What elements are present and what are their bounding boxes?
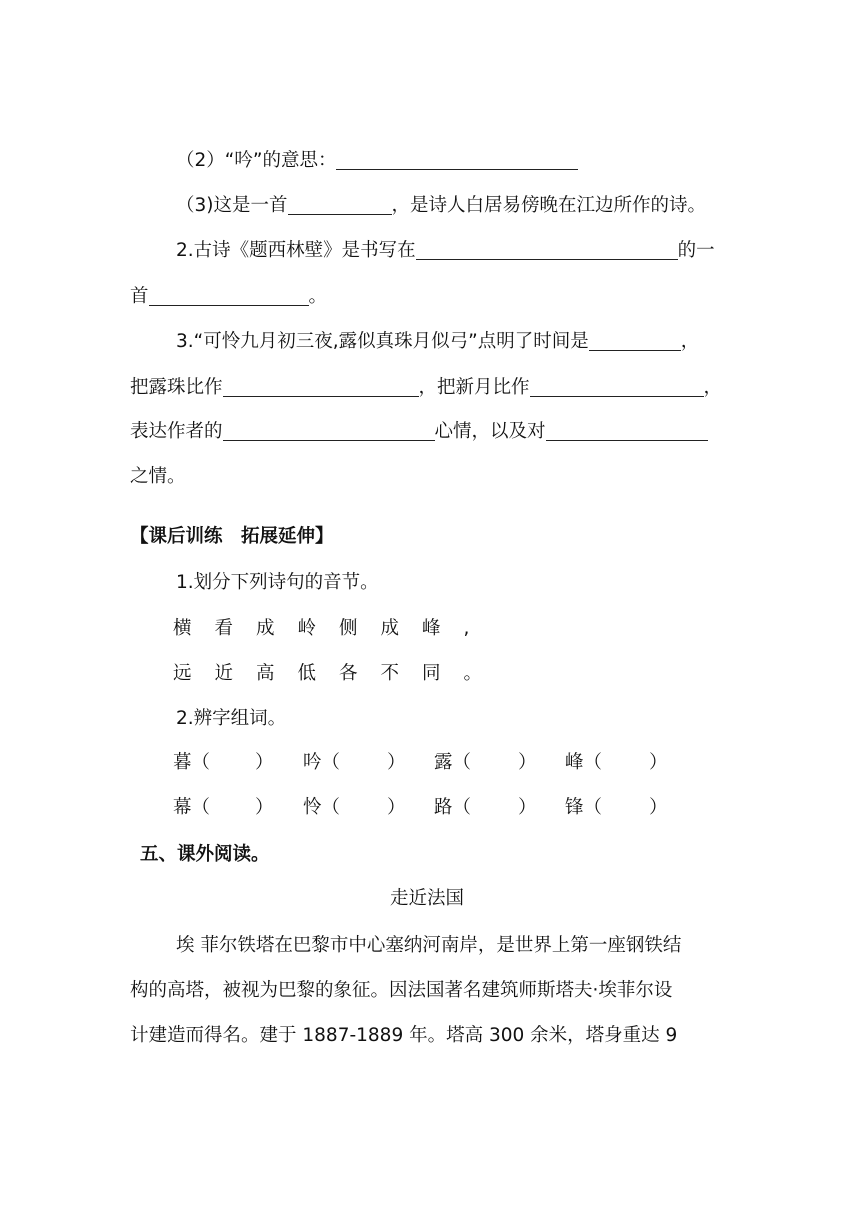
poem-line-1: 横看成岭侧成峰, bbox=[173, 618, 493, 639]
answer-blank[interactable] bbox=[149, 285, 309, 306]
item-2-text: 2.古诗《题西林壁》是书写在 bbox=[176, 240, 416, 261]
reading-title: 走近法国 bbox=[390, 888, 465, 909]
item-3-text-d: 表达作者的 bbox=[130, 421, 223, 442]
section-heading-training: 【课后训练 拓展延伸】 bbox=[130, 526, 334, 547]
reading-paragraph-line-1: 埃 菲尔铁塔在巴黎市中心塞纳河南岸，是世界上第一座钢铁结 bbox=[176, 935, 682, 956]
word-close-paren: ） bbox=[649, 752, 668, 773]
item-3-line-3 bbox=[130, 419, 708, 445]
answer-blank[interactable] bbox=[288, 194, 392, 215]
item-3-text-e: 心情，以及对 bbox=[434, 421, 546, 442]
answer-blank[interactable] bbox=[223, 420, 435, 441]
answer-blank[interactable] bbox=[546, 420, 708, 441]
reading-paragraph-line-2: 构的高塔，被视为巴黎的象征。因法国著名建筑师斯塔夫·埃菲尔设 bbox=[130, 980, 673, 1001]
word-close-paren: ） bbox=[255, 752, 274, 773]
item-3-suffix: ， bbox=[680, 331, 700, 352]
word-char-lu: 露（ bbox=[434, 752, 472, 773]
answer-blank[interactable] bbox=[336, 149, 578, 170]
item-3-text-b: ，把新月比作 bbox=[418, 377, 530, 398]
word-close-paren: ） bbox=[387, 752, 406, 773]
word-char-lian: 怜（ bbox=[303, 797, 341, 818]
question-3-suffix: ，是诗人白居易傍晚在江边所作的诗。 bbox=[391, 195, 707, 216]
item-3-text-c: ， bbox=[703, 377, 723, 398]
answer-blank[interactable] bbox=[589, 330, 681, 351]
question-2-line bbox=[176, 148, 578, 174]
answer-blank[interactable] bbox=[223, 376, 419, 397]
item-3-line bbox=[176, 329, 699, 355]
word-char-mu: 暮（ bbox=[173, 752, 211, 773]
training-item-1: 1.划分下列诗句的音节。 bbox=[176, 572, 379, 593]
item-3-text-a: 把露珠比作 bbox=[130, 377, 223, 398]
word-close-paren: ） bbox=[518, 797, 537, 818]
item-2-cont-text: 首 bbox=[130, 286, 149, 307]
question-3-line bbox=[176, 193, 706, 219]
answer-blank[interactable] bbox=[416, 239, 678, 260]
answer-blank[interactable] bbox=[530, 376, 704, 397]
word-close-paren: ） bbox=[649, 797, 668, 818]
item-3-text-f: 之情。 bbox=[130, 466, 186, 487]
question-3-text: （3)这是一首 bbox=[176, 195, 288, 216]
item-3-text: 3.“可怜九月初三夜,露似真珠月似弓”点明了时间是 bbox=[176, 331, 589, 352]
section-heading-reading: 五、课外阅读。 bbox=[140, 844, 270, 865]
item-2-suffix: 的一 bbox=[677, 240, 715, 261]
word-char-feng2: 锋（ bbox=[565, 797, 603, 818]
word-close-paren: ） bbox=[387, 797, 406, 818]
item-3-line-2 bbox=[130, 375, 722, 401]
item-2-line bbox=[176, 238, 715, 264]
poem-line-2: 远近高低各不同。 bbox=[173, 663, 506, 684]
reading-paragraph-line-3: 计建造而得名。建于 1887-1889 年。塔高 300 余米，塔身重达 9 bbox=[130, 1025, 678, 1046]
word-char-lu2: 路（ bbox=[434, 797, 472, 818]
word-close-paren: ） bbox=[255, 797, 274, 818]
item-2-continuation bbox=[130, 284, 327, 310]
question-2-text: （2）“吟”的意思： bbox=[176, 150, 337, 171]
item-2-cont-suffix: 。 bbox=[308, 286, 328, 307]
word-char-mu2: 幕（ bbox=[173, 797, 211, 818]
training-item-2: 2.辨字组词。 bbox=[176, 708, 287, 729]
item-3-line-4 bbox=[130, 464, 186, 490]
word-char-feng: 峰（ bbox=[565, 752, 603, 773]
word-char-yin: 吟（ bbox=[303, 752, 341, 773]
word-close-paren: ） bbox=[518, 752, 537, 773]
